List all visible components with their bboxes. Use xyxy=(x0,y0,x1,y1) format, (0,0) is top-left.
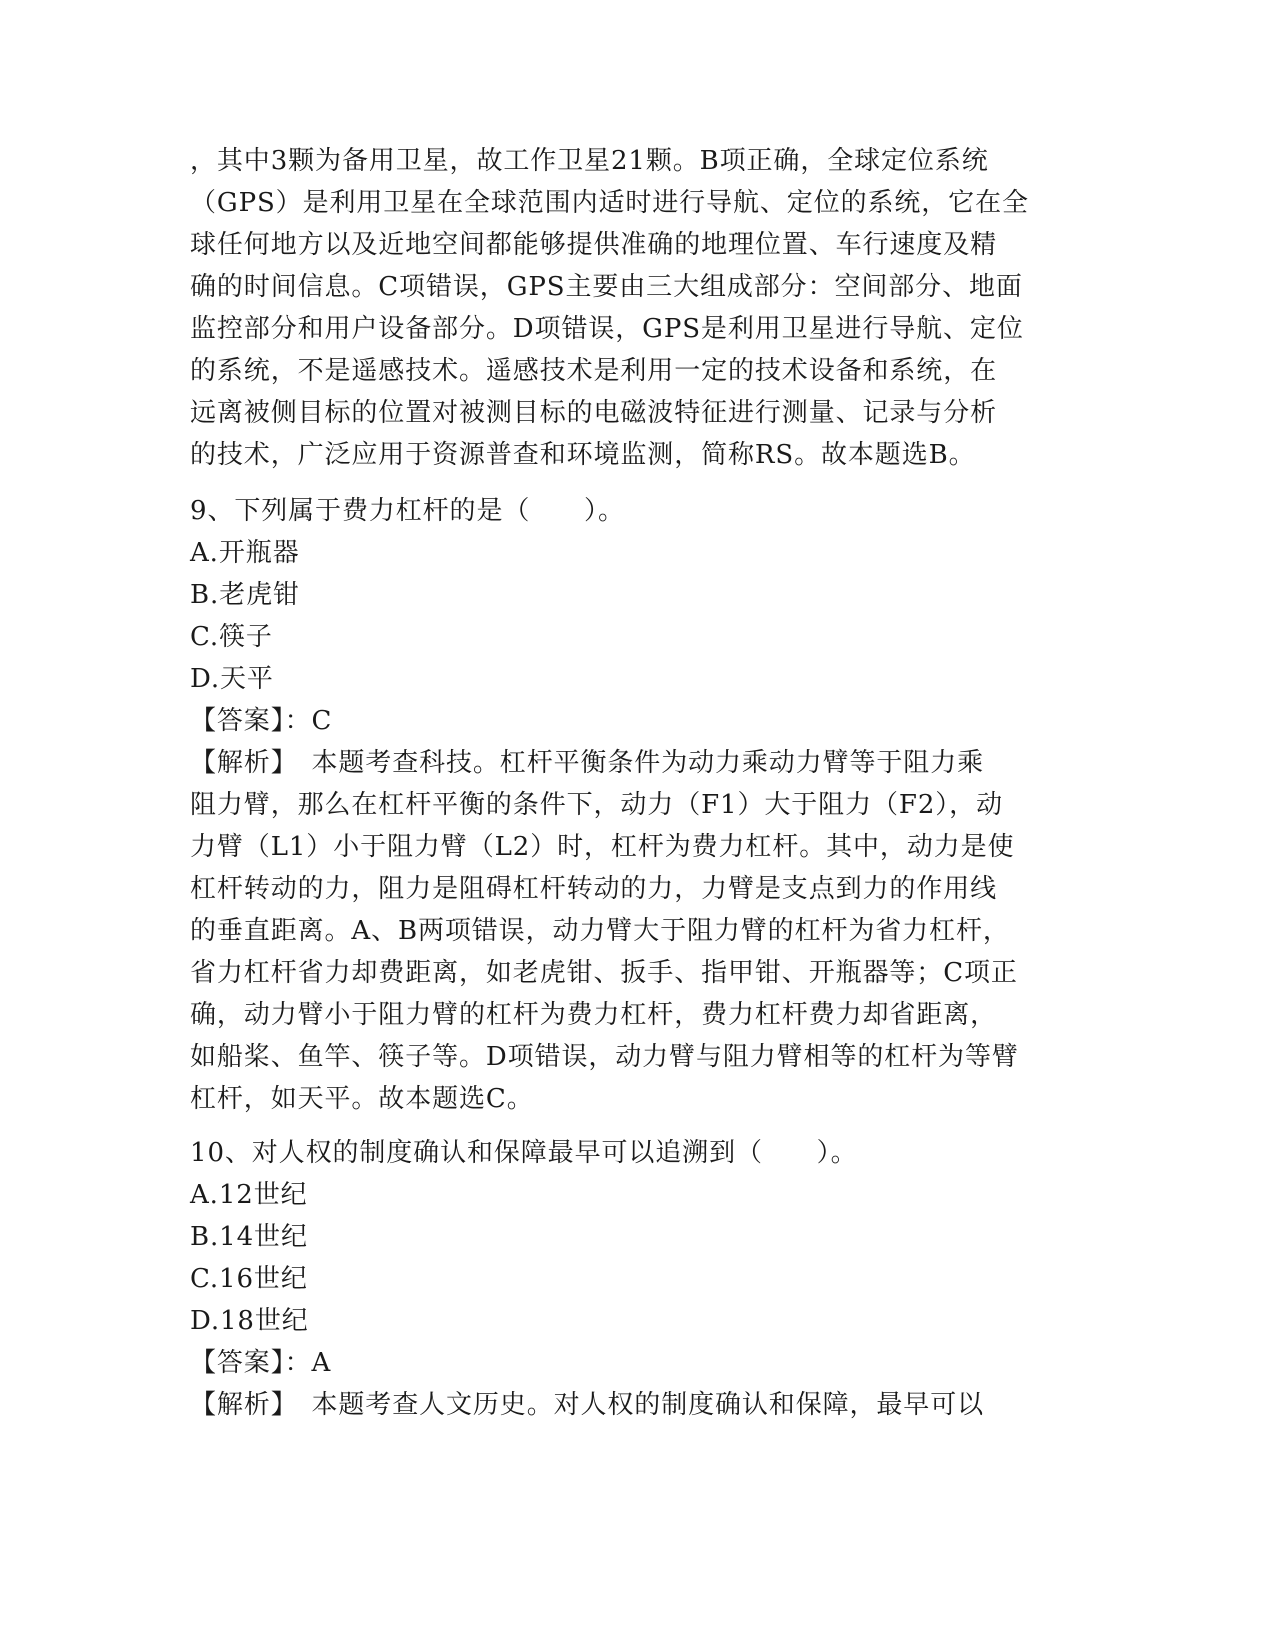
option-a: A.12世纪 xyxy=(190,1180,308,1210)
explanation-line: 的垂直距离。A、B两项错误，动力臂大于阻力臂的杠杆为省力杠杆， xyxy=(190,916,1010,946)
explanation-line: 【解析】 本题考查人文历史。对人权的制度确认和保障，最早可以 xyxy=(190,1390,985,1420)
explanation-line: 阻力臂，那么在杠杆平衡的条件下，动力（F1）大于阻力（F2），动 xyxy=(190,790,1003,820)
text-line: 确的时间信息。C项错误，GPS主要由三大组成部分：空间部分、地面 xyxy=(190,272,1023,302)
text-line: ，其中3颗为备用卫星，故工作卫星21颗。B项正确，全球定位系统 xyxy=(190,146,989,176)
text-line: （GPS）是利用卫星在全球范围内适时进行导航、定位的系统，它在全 xyxy=(190,188,1029,218)
option-a: A.开瓶器 xyxy=(190,538,300,568)
option-c: C.筷子 xyxy=(190,622,273,652)
option-d: D.天平 xyxy=(190,664,274,694)
text-line: 的技术，广泛应用于资源普查和环境监测，简称RS。故本题选B。 xyxy=(190,440,976,470)
explanation-line: 如船桨、鱼竿、筷子等。D项错误，动力臂与阻力臂相等的杠杆为等臂 xyxy=(190,1042,1019,1072)
text-line: 远离被侧目标的位置对被测目标的电磁波特征进行测量、记录与分析 xyxy=(190,398,998,428)
explanation-line: 杠杆转动的力，阻力是阻碍杠杆转动的力，力臂是支点到力的作用线 xyxy=(190,874,998,904)
explanation-line: 确，动力臂小于阻力臂的杠杆为费力杠杆，费力杠杆费力却省距离， xyxy=(190,1000,998,1030)
explanation-line: 力臂（L1）小于阻力臂（L2）时，杠杆为费力杠杆。其中，动力是使 xyxy=(190,832,1015,862)
option-b: B.14世纪 xyxy=(190,1222,308,1252)
explanation-line: 杠杆，如天平。故本题选C。 xyxy=(190,1084,534,1114)
option-b: B.老虎钳 xyxy=(190,580,300,610)
option-d: D.18世纪 xyxy=(190,1306,309,1336)
answer-line: 【答案】：C xyxy=(190,706,333,736)
question-text: 10、对人权的制度确认和保障最早可以追溯到（ ）。 xyxy=(190,1138,858,1168)
text-line: 的系统，不是遥感技术。遥感技术是利用一定的技术设备和系统，在 xyxy=(190,356,998,386)
text-line: 监控部分和用户设备部分。D项错误，GPS是利用卫星进行导航、定位 xyxy=(190,314,1024,344)
text-line: 球任何地方以及近地空间都能够提供准确的地理位置、车行速度及精 xyxy=(190,230,998,260)
explanation-line: 【解析】 本题考查科技。杠杆平衡条件为动力乘动力臂等于阻力乘 xyxy=(190,748,985,778)
answer-line: 【答案】：A xyxy=(190,1348,332,1378)
question-text: 9、下列属于费力杠杆的是（ ）。 xyxy=(190,496,625,526)
option-c: C.16世纪 xyxy=(190,1264,308,1294)
explanation-line: 省力杠杆省力却费距离，如老虎钳、扳手、指甲钳、开瓶器等；C项正 xyxy=(190,958,1018,988)
